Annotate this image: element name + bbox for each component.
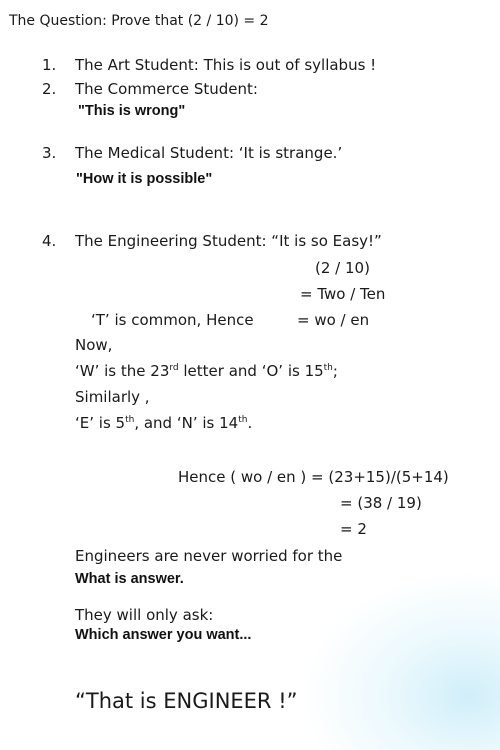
e-line-part-b: , and ‘N’ is 14 — [134, 414, 239, 432]
proof-t-common: ‘T’ is common, Hence — [91, 311, 254, 329]
closing-line2: They will only ask: — [75, 606, 214, 624]
item-3-quote: "How it is possible" — [76, 171, 213, 187]
closing-line1-bold: What is answer. — [75, 571, 184, 587]
proof-similarly: Similarly , — [75, 388, 150, 406]
item-3-text: The Medical Student: ‘It is strange.’ — [75, 144, 343, 162]
item-3-number: 3. — [42, 144, 57, 162]
e-line-part-a: ‘E’ is 5 — [75, 414, 126, 432]
proof-eq5: = 2 — [340, 520, 367, 538]
item-2-quote: "This is wrong" — [78, 103, 186, 119]
item-4-number: 4. — [42, 232, 57, 250]
proof-w-line — [75, 362, 338, 380]
proof-e-line — [75, 414, 252, 432]
w-line-part-c: ; — [332, 362, 338, 380]
proof-hence: Hence ( wo / en ) = (23+15)/(5+14) — [178, 468, 449, 486]
final-line: “That is ENGINEER !” — [75, 689, 298, 713]
item-2-text: The Commerce Student: — [75, 80, 258, 98]
question-heading: The Question: Prove that (2 / 10) = 2 — [9, 13, 269, 29]
proof-eq4: = (38 / 19) — [340, 494, 422, 512]
proof-eq2: = Two / Ten — [300, 285, 386, 303]
proof-eq1: (2 / 10) — [315, 259, 370, 277]
proof-eq3: = wo / en — [297, 311, 370, 329]
e-line-sup-th-1: th — [125, 415, 135, 425]
item-4-text: The Engineering Student: “It is so Easy!” — [75, 232, 382, 250]
closing-line1: Engineers are never worried for the — [75, 547, 343, 565]
w-line-part-a: ‘W’ is the 23 — [75, 362, 170, 380]
item-2-number: 2. — [42, 80, 57, 98]
background-glow — [300, 570, 500, 750]
proof-now: Now, — [75, 336, 113, 354]
w-line-part-b: letter and ‘O’ is 15 — [178, 362, 324, 380]
e-line-sup-th-2: th — [238, 415, 248, 425]
item-1-text: The Art Student: This is out of syllabus ! — [75, 56, 377, 74]
closing-line2-bold: Which answer you want... — [75, 627, 252, 643]
e-line-part-c: . — [247, 414, 253, 432]
item-1-number: 1. — [42, 56, 57, 74]
w-line-sup-rd: rd — [169, 363, 179, 373]
w-line-sup-th: th — [323, 363, 333, 373]
